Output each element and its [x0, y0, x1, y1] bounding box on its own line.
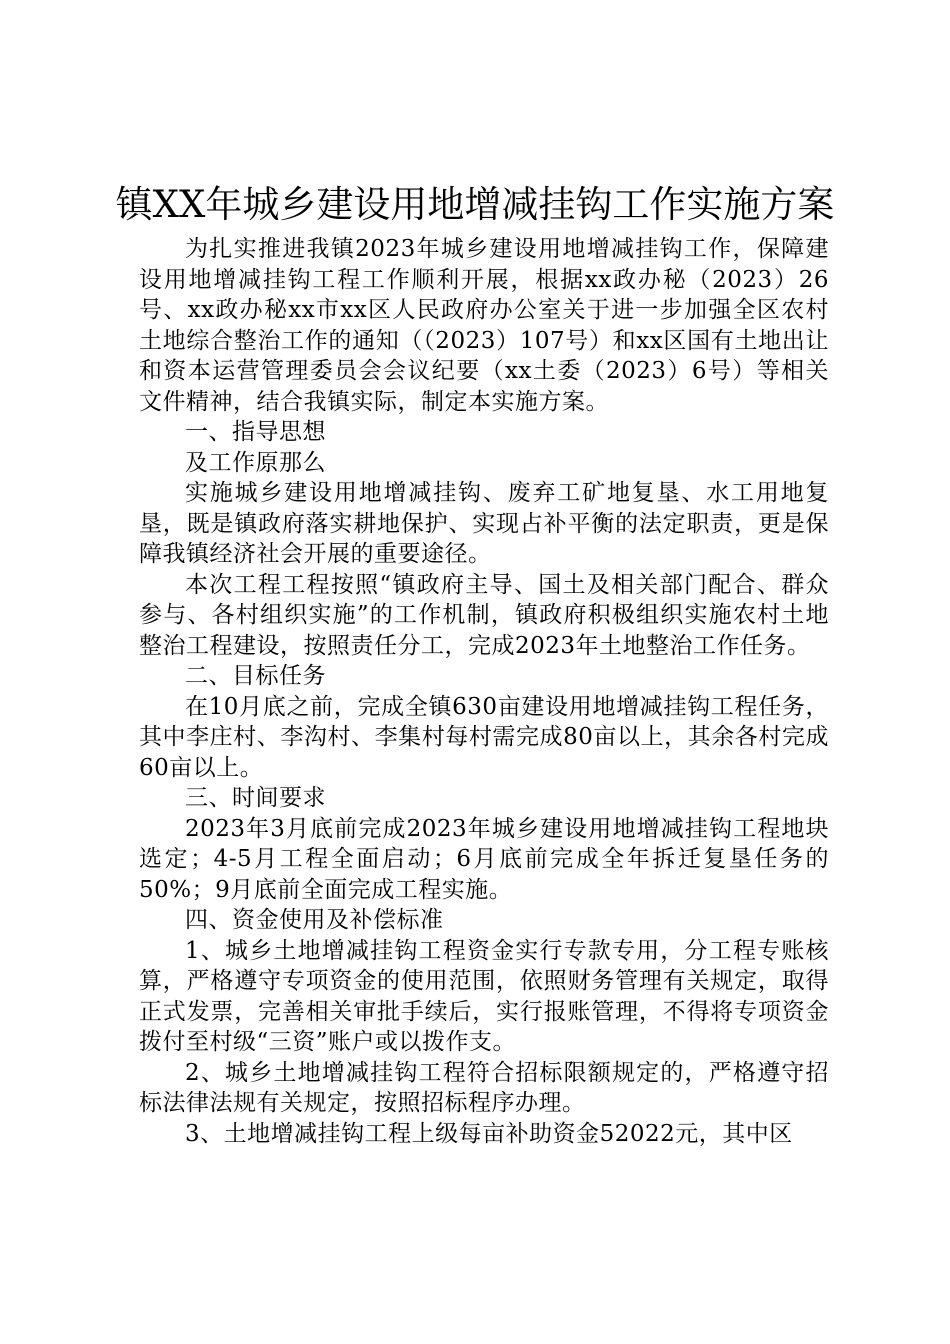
paragraph-targets: 在10月底之前，完成全镇630亩建设用地增减挂钩工程任务，其中李庄村、李沟村、李集村每村需完成80亩以上，其余各村完成60亩以上。 [139, 693, 829, 781]
paragraph-funding-3: 3、土地增减挂钩工程上级每亩补助资金52022元，其中区 [185, 1120, 793, 1147]
paragraph-funding-2: 2、城乡土地增减挂钩工程符合招标限额规定的，严格遵守招标法律法规有关规定，按照招标程序办理。 [139, 1059, 829, 1116]
paragraph-intro: 为扎实推进我镇2023年城乡建设用地增减挂钩工作，保障建设用地增减挂钩工程工作顺利开展，根据xx政办秘（2023）26号、xx政办秘xx市xx区人民政府办公室关于进一步加强全区农村土地综合整治工作的通知（（2023）107号）和xx区国有土地出让和资本运营管理委员会会议纪要（xx土委（2023）6号）等相关文件精神，结合我镇实际，制定本实施方案。 [139, 236, 829, 415]
document-title: 镇XX年城乡建设用地增减挂钩工作实施方案 [115, 183, 835, 226]
section-heading-schedule: 三、时间要求 [185, 785, 326, 811]
document-body [139, 234, 829, 1149]
paragraph-schedule: 2023年3月底前完成2023年城乡建设用地增减挂钩工程地块选定；4-5月工程全面启动；6月底前完成全年拆迁复垦任务的50%；9月底前全面完成工程实施。 [139, 815, 829, 903]
section-heading-targets: 二、目标任务 [185, 663, 326, 689]
section-heading-principles: 及工作原那么 [185, 449, 326, 476]
section-heading-guiding-ideology: 一、指导思想 [185, 419, 326, 445]
paragraph-funding-1: 1、城乡土地增减挂钩工程资金实行专款专用，分工程专账核算，严格遵守专项资金的使用范围，依照财务管理有关规定，取得正式发票，完善相关审批手续后，实行报账管理，不得将专项资金拨付至村级“三资”账户或以拨作支。 [139, 937, 829, 1055]
paragraph-significance: 实施城乡建设用地增减挂钩、废弃工矿地复垦、水工用地复垦，既是镇政府落实耕地保护、实现占补平衡的法定职责，更是保障我镇经济社会开展的重要途径。 [139, 480, 829, 567]
section-heading-funding: 四、资金使用及补偿标准 [185, 907, 444, 933]
paragraph-mechanism: 本次工程工程按照“镇政府主导、国土及相关部门配合、群众参与、各村组织实施”的工作机制，镇政府积极组织实施农村土地整治工程建设，按照责任分工，完成2023年土地整治工作任务。 [139, 571, 829, 659]
